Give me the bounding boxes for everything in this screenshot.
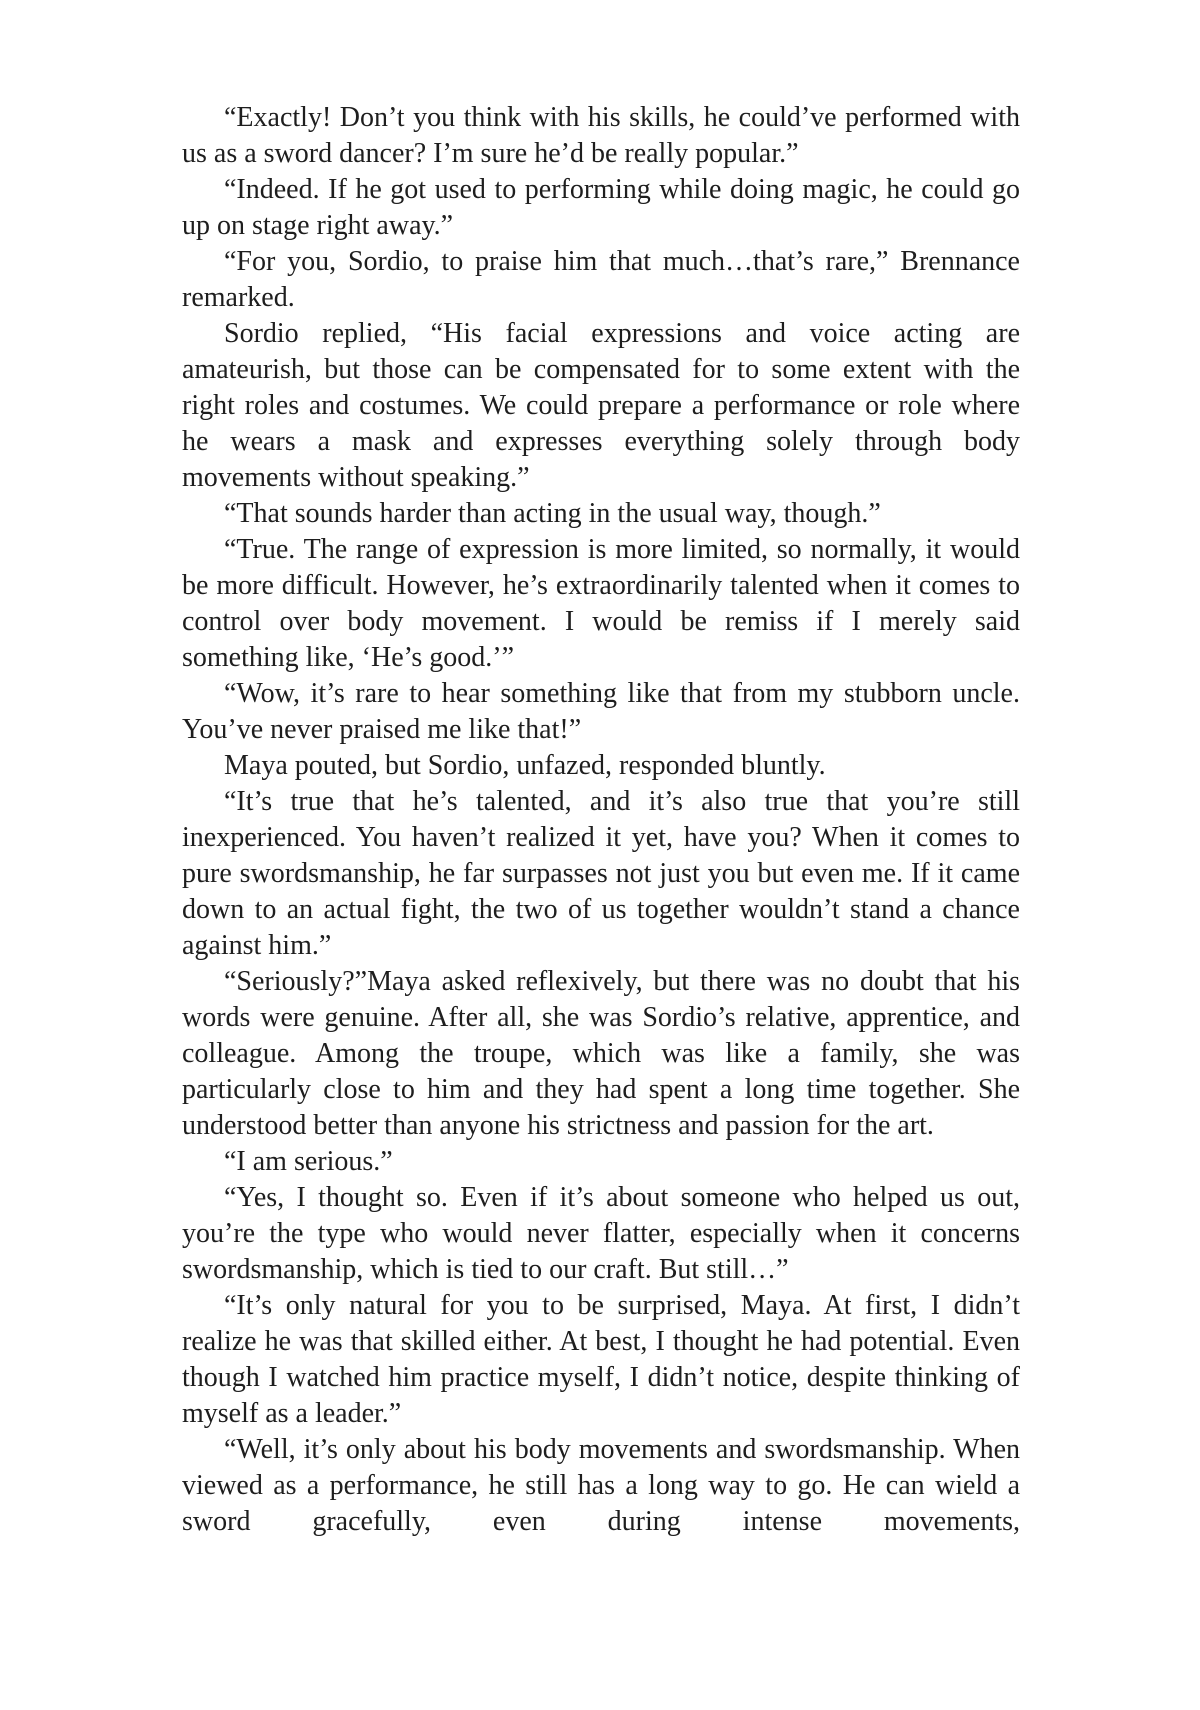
paragraph: “True. The range of expression is more limited, so normally, it would be more difficult. However, he’s extraordinarily talented when it comes to control over body movement. I would be remiss if I merely said something like, ‘He’s good.’”	[182, 534, 1020, 673]
paragraph: “For you, Sordio, to praise him that much…that’s rare,” Brennance remarked.	[182, 246, 1020, 313]
paragraph: “Seriously?”Maya asked reflexively, but there was no doubt that his words were genuine. After all, she was Sordio’s relative, apprentice, and colleague. Among the troupe, which was like a family, she was particularly close to him and they had spent a long time together. She understood better than anyone his strictness and passion for the art.	[182, 966, 1020, 1141]
paragraph: “It’s only natural for you to be surprised, Maya. At first, I didn’t realize he was that skilled either. At best, I thought he had potential. Even though I watched him practice myself, I didn’t notice, despite thinking of myself as a leader.”	[182, 1290, 1020, 1429]
paragraph: “Exactly! Don’t you think with his skills, he could’ve performed with us as a sword dancer? I’m sure he’d be really popular.”	[182, 102, 1020, 169]
paragraph: “Indeed. If he got used to performing while doing magic, he could go up on stage right away.”	[182, 174, 1020, 241]
paragraph: “Wow, it’s rare to hear something like that from my stubborn uncle. You’ve never praised me like that!”	[182, 678, 1020, 745]
paragraph: “Yes, I thought so. Even if it’s about someone who helped us out, you’re the type who would never flatter, especially when it concerns swordsmanship, which is tied to our craft. But still…”	[182, 1182, 1020, 1285]
paragraph: “It’s true that he’s talented, and it’s also true that you’re still inexperienced. You haven’t realized it yet, have you? When it comes to pure swordsmanship, he far surpasses not just you but even me. If it came down to an actual fight, the two of us together wouldn’t stand a chance against him.”	[182, 786, 1020, 961]
paragraph: Sordio replied, “His facial expressions and voice acting are amateurish, but those can be compensated for to some extent with the right roles and costumes. We could prepare a performance or role where he wears a mask and expresses everything solely through body movements without speaking.”	[182, 318, 1020, 493]
paragraph: Maya pouted, but Sordio, unfazed, responded bluntly.	[224, 750, 826, 781]
page-text-column	[182, 100, 1020, 1540]
paragraph: “Well, it’s only about his body movements and swordsmanship. When viewed as a performance, he still has a long way to go. He can wield a sword gracefully, even during intense movements,	[182, 1434, 1020, 1537]
paragraph: “I am serious.”	[224, 1146, 393, 1177]
paragraph: “That sounds harder than acting in the usual way, though.”	[224, 498, 881, 529]
